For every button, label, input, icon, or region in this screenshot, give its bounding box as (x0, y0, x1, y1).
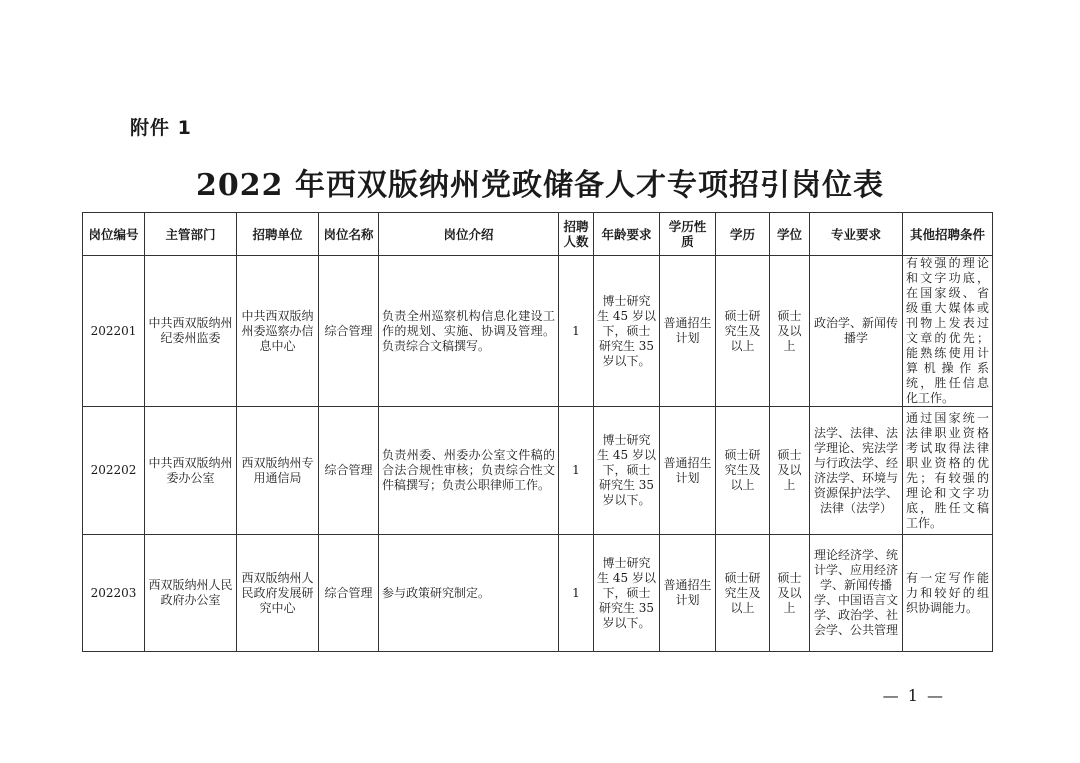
header-cell: 主管部门 (145, 213, 237, 256)
age-requirement: 博士研究生 45 岁以下，硕士研究生 35 岁以下。 (594, 535, 660, 652)
position-intro: 参与政策研究制定。 (379, 535, 559, 652)
other-conditions: 通过国家统一法律职业资格考试取得法律职业资格的优先；有较强的理论和文字功底，胜任文稿工作。 (903, 407, 993, 535)
degree: 硕士及以上 (770, 256, 810, 407)
header-cell: 专业要求 (810, 213, 903, 256)
hire-count: 1 (559, 256, 594, 407)
department: 中共西双版纳州委办公室 (145, 407, 237, 535)
position-intro: 负责全州巡察机构信息化建设工作的规划、实施、协调及管理。负责综合文稿撰写。 (379, 256, 559, 407)
header-cell: 招聘单位 (237, 213, 319, 256)
header-cell: 其他招聘条件 (903, 213, 993, 256)
degree: 硕士及以上 (770, 535, 810, 652)
page-number: — 1 — (882, 686, 945, 705)
table-row (83, 407, 993, 535)
position-id: 202201 (83, 256, 145, 407)
document-title: 2022 年西双版纳州党政储备人才专项招引岗位表 (196, 168, 884, 203)
header-cell: 岗位介绍 (379, 213, 559, 256)
education-type: 普通招生计划 (660, 535, 716, 652)
hiring-unit: 中共西双版纳州委巡察办信息中心 (237, 256, 319, 407)
position-name: 综合管理 (319, 535, 379, 652)
age-requirement: 博士研究生 45 岁以下，硕士研究生 35 岁以下。 (594, 256, 660, 407)
table-header-row (83, 213, 993, 256)
header-cell: 招聘人数 (559, 213, 594, 256)
department: 西双版纳州人民政府办公室 (145, 535, 237, 652)
major-requirement: 理论经济学、统计学、应用经济学、新闻传播学、中国语言文学、政治学、社会学、公共管理 (810, 535, 903, 652)
department: 中共西双版纳州纪委州监委 (145, 256, 237, 407)
position-name: 综合管理 (319, 407, 379, 535)
header-cell: 学位 (770, 213, 810, 256)
major-requirement: 法学、法律、法学理论、宪法学与行政法学、经济法学、环境与资源保护法学、法律（法学） (810, 407, 903, 535)
degree: 硕士及以上 (770, 407, 810, 535)
hiring-unit: 西双版纳州专用通信局 (237, 407, 319, 535)
header-cell: 岗位编号 (83, 213, 145, 256)
age-requirement: 博士研究生 45 岁以下，硕士研究生 35 岁以下。 (594, 407, 660, 535)
positions-table (82, 212, 993, 652)
education: 硕士研究生及以上 (716, 407, 770, 535)
position-intro: 负责州委、州委办公室文件稿的合法合规性审核；负责综合性文件稿撰写；负责公职律师工作。 (379, 407, 559, 535)
major-requirement: 政治学、新闻传播学 (810, 256, 903, 407)
header-cell: 学历性质 (660, 213, 716, 256)
other-conditions: 有一定写作能力和较好的组织协调能力。 (903, 535, 993, 652)
position-id: 202203 (83, 535, 145, 652)
header-cell: 岗位名称 (319, 213, 379, 256)
education-type: 普通招生计划 (660, 256, 716, 407)
attachment-label: 附件 1 (130, 117, 192, 139)
position-name: 综合管理 (319, 256, 379, 407)
hire-count: 1 (559, 535, 594, 652)
header-cell: 学历 (716, 213, 770, 256)
other-conditions: 有较强的理论和文字功底，在国家级、省级重大媒体或刊物上发表过文章的优先；能熟练使用计算机操作系统，胜任信息化工作。 (903, 256, 993, 407)
education: 硕士研究生及以上 (716, 256, 770, 407)
position-id: 202202 (83, 407, 145, 535)
education-type: 普通招生计划 (660, 407, 716, 535)
hiring-unit: 西双版纳州人民政府发展研究中心 (237, 535, 319, 652)
education: 硕士研究生及以上 (716, 535, 770, 652)
hire-count: 1 (559, 407, 594, 535)
header-cell: 年龄要求 (594, 213, 660, 256)
table-row (83, 535, 993, 652)
table-row (83, 256, 993, 407)
